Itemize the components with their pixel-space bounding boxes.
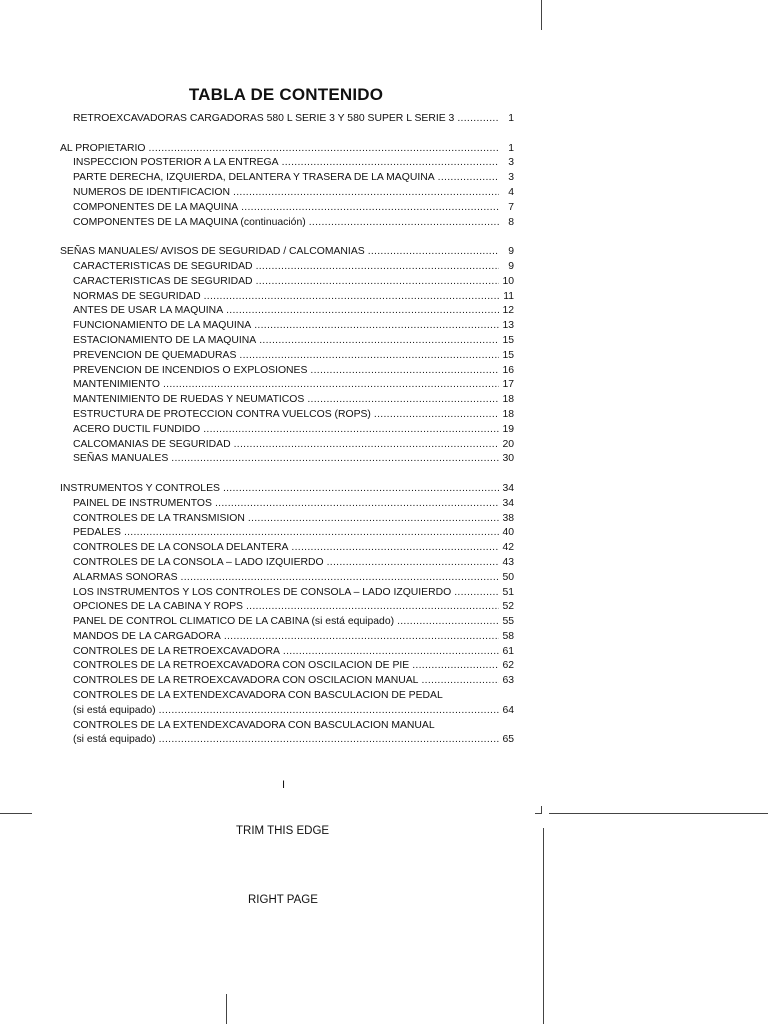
- toc-leader: [223, 482, 499, 497]
- toc-entry-page: 18: [502, 394, 514, 406]
- page-side-note: RIGHT PAGE: [248, 894, 318, 906]
- toc-leader: [374, 408, 499, 423]
- toc-leader: [307, 393, 499, 408]
- toc-entry-title: NUMEROS DE IDENTIFICACION: [73, 186, 231, 198]
- toc-entry-title: CONTROLES DE LA EXTENDEXCAVADORA CON BASCULACION MANUAL: [73, 719, 435, 731]
- toc-entry-title: PREVENCION DE INCENDIOS O EXPLOSIONES: [73, 364, 308, 376]
- toc-entry: [60, 541, 514, 556]
- page-folio: I: [282, 779, 286, 791]
- toc-entry-page: 55: [502, 616, 514, 628]
- toc-entry: [60, 615, 514, 630]
- toc-leader: [224, 630, 499, 645]
- toc-entry: [60, 512, 514, 527]
- toc-entry-page: 30: [502, 453, 514, 465]
- toc-entry-title: PREVENCION DE QUEMADURAS: [73, 349, 237, 361]
- toc-leader: [283, 645, 499, 660]
- toc-entry-page: 52: [502, 601, 514, 613]
- toc-entry: [60, 659, 514, 674]
- toc-entry-title: PAINEL DE INSTRUMENTOS: [73, 497, 212, 509]
- toc-entry: [60, 586, 514, 601]
- toc-entry: [60, 304, 514, 319]
- toc-entry-page: 58: [502, 630, 514, 642]
- toc-entry-page: 1: [508, 142, 514, 154]
- table-of-contents: [60, 112, 514, 748]
- toc-entry-title: INSTRUMENTOS Y CONTROLES: [60, 482, 220, 494]
- toc-entry-title: ANTES DE USAR LA MAQUINA: [73, 305, 224, 317]
- toc-entry-title: OPCIONES DE LA CABINA Y ROPS: [73, 601, 243, 613]
- toc-entry-page: 40: [502, 527, 514, 539]
- toc-entry-title: SEÑAS MANUALES/ AVISOS DE SEGURIDAD / CALCOMANIAS: [60, 246, 365, 258]
- toc-entry-page: 3: [508, 157, 514, 169]
- toc-entry: [60, 290, 514, 305]
- toc-entry: [60, 600, 514, 615]
- toc-leader: [233, 186, 499, 201]
- toc-entry: [60, 719, 514, 734]
- toc-entry-title: PANEL DE CONTROL CLIMATICO DE LA CABINA (si está equipado): [73, 616, 395, 628]
- toc-entry-page: 43: [502, 556, 514, 568]
- toc-leader: [124, 526, 499, 541]
- toc-leader: [248, 512, 499, 527]
- toc-entry-title: COMPONENTES DE LA MAQUINA (continuación): [73, 216, 306, 228]
- toc-entry: [60, 112, 514, 127]
- toc-leader: [309, 216, 499, 231]
- toc-entry-page: 62: [502, 660, 514, 672]
- toc-entry-title: CARACTERISTICAS DE SEGURIDAD: [73, 275, 253, 287]
- toc-entry-title: FUNCIONAMIENTO DE LA MAQUINA: [73, 320, 252, 332]
- toc-leader: [163, 378, 499, 393]
- toc-entry-page: 8: [508, 216, 514, 228]
- toc-entry-page: 4: [508, 186, 514, 198]
- toc-leader: [282, 156, 499, 171]
- toc-entry-title: AL PROPIETARIO: [60, 142, 146, 154]
- toc-entry: [60, 378, 514, 393]
- toc-entry: [60, 571, 514, 586]
- toc-entry: [60, 689, 514, 704]
- toc-entry-page: 34: [502, 482, 514, 494]
- toc-entry: [60, 171, 514, 186]
- toc-entry-page: 9: [508, 246, 514, 258]
- toc-entry-title: CARACTERISTICAS DE SEGURIDAD: [73, 260, 253, 272]
- toc-entry: [60, 201, 514, 216]
- toc-entry-page: 16: [502, 364, 514, 376]
- toc-entry: [60, 349, 514, 364]
- toc-leader: [457, 112, 499, 127]
- toc-entry-page: 11: [503, 290, 514, 302]
- toc-entry: [60, 260, 514, 275]
- toc-entry: [60, 526, 514, 541]
- toc-entry-title: (si está equipado): [73, 734, 156, 746]
- toc-entry: [60, 630, 514, 645]
- toc-entry-page: 15: [502, 349, 514, 361]
- toc-entry-page: 3: [508, 172, 514, 184]
- toc-leader: [291, 541, 499, 556]
- toc-leader: [438, 171, 499, 186]
- toc-leader: [246, 600, 499, 615]
- toc-entry: [60, 364, 514, 379]
- toc-entry: [60, 452, 514, 467]
- toc-entry: [60, 645, 514, 660]
- trim-edge-note: TRIM THIS EDGE: [236, 825, 330, 837]
- toc-entry: [60, 275, 514, 290]
- toc-entry-page: 17: [502, 379, 514, 391]
- toc-leader: [256, 260, 499, 275]
- toc-entry: [60, 393, 514, 408]
- toc-entry-title: CONTROLES DE LA RETROEXCAVADORA CON OSCILACION MANUAL: [73, 675, 419, 687]
- page-title: TABLA DE CONTENIDO: [188, 85, 384, 104]
- toc-leader: [397, 615, 499, 630]
- toc-leader: [159, 704, 499, 719]
- toc-leader: [412, 659, 499, 674]
- crop-mark-bottom-left: [226, 994, 227, 1024]
- toc-entry-title: INSPECCION POSTERIOR A LA ENTREGA: [73, 157, 279, 169]
- toc-entry-page: 15: [502, 334, 514, 346]
- toc-entry: [60, 334, 514, 349]
- crop-mark-left: [0, 813, 32, 814]
- toc-entry-page: 18: [502, 408, 514, 420]
- toc-entry-title: ESTACIONAMIENTO DE LA MAQUINA: [73, 334, 257, 346]
- toc-entry-title: MANTENIMIENTO: [73, 379, 160, 391]
- toc-entry: [60, 319, 514, 334]
- toc-leader: [241, 201, 499, 216]
- toc-leader: [226, 304, 499, 319]
- toc-entry-page: 34: [502, 497, 514, 509]
- toc-entry-page: 51: [502, 586, 514, 598]
- toc-entry-title: CONTROLES DE LA TRANSMISION: [73, 512, 245, 524]
- toc-leader: [171, 452, 499, 467]
- toc-section-heading: [60, 142, 514, 157]
- toc-entry-title: (si está equipado): [73, 704, 156, 716]
- toc-entry-page: 1: [508, 113, 514, 124]
- toc-entry-page: 9: [508, 260, 514, 272]
- toc-entry: [60, 156, 514, 171]
- toc-entry-title: CONTROLES DE LA CONSOLA DELANTERA: [73, 542, 289, 554]
- toc-leader: [148, 142, 499, 157]
- toc-entry-title: CONTROLES DE LA RETROEXCAVADORA CON OSCILACION DE PIE: [73, 660, 410, 672]
- toc-entry-page: 13: [502, 320, 514, 332]
- toc-entry-title: NORMAS DE SEGURIDAD: [73, 290, 201, 302]
- toc-leader: [454, 586, 499, 601]
- toc-entry: [60, 674, 514, 689]
- crop-mark-top: [541, 0, 542, 30]
- toc-leader: [159, 733, 499, 748]
- toc-entry: [60, 216, 514, 231]
- toc-leader: [203, 423, 499, 438]
- toc-entry: [60, 423, 514, 438]
- toc-entry: [60, 704, 514, 719]
- toc-entry-page: 19: [502, 423, 514, 435]
- toc-entry-page: 38: [502, 512, 514, 524]
- toc-entry-title: ALARMAS SONORAS: [73, 571, 178, 583]
- corner-mark-horizontal: [535, 813, 542, 814]
- toc-entry-title: CONTROLES DE LA EXTENDEXCAVADORA CON BASCULACION DE PEDAL: [73, 690, 443, 702]
- toc-entry: [60, 186, 514, 201]
- toc-leader: [256, 275, 499, 290]
- toc-entry-page: 12: [502, 305, 514, 317]
- toc-leader: [215, 497, 499, 512]
- toc-leader: [259, 334, 499, 349]
- toc-entry-title: COMPONENTES DE LA MAQUINA: [73, 201, 239, 213]
- toc-entry-page: 65: [502, 734, 514, 746]
- toc-entry-title: MANDOS DE LA CARGADORA: [73, 630, 221, 642]
- toc-leader: [327, 556, 499, 571]
- toc-entry: [60, 733, 514, 748]
- toc-entry-page: 7: [508, 201, 514, 213]
- toc-entry-title: ACERO DUCTIL FUNDIDO: [73, 423, 201, 435]
- toc-entry-page: 63: [502, 675, 514, 687]
- toc-entry-title: SEÑAS MANUALES: [73, 453, 169, 465]
- toc-entry-title: PARTE DERECHA, IZQUIERDA, DELANTERA Y TRASERA DE LA MAQUINA: [73, 172, 435, 184]
- toc-entry-title: CONTROLES DE LA RETROEXCAVADORA: [73, 645, 280, 657]
- toc-entry-page: 50: [502, 571, 514, 583]
- toc-leader: [368, 245, 499, 260]
- toc-entry: [60, 497, 514, 512]
- toc-entry-page: 42: [502, 542, 514, 554]
- toc-leader: [310, 364, 499, 379]
- toc-leader: [204, 290, 499, 305]
- toc-entry-title: RETROEXCAVADORAS CARGADORAS 580 L SERIE 3 Y 580 SUPER L SERIE 3: [73, 113, 455, 124]
- toc-section-heading: [60, 245, 514, 260]
- toc-leader: [234, 438, 499, 453]
- toc-entry-title: LOS INSTRUMENTOS Y LOS CONTROLES DE CONSOLA – LADO IZQUIERDO: [73, 586, 452, 598]
- crop-mark-right: [549, 813, 768, 814]
- toc-entry-title: CALCOMANIAS DE SEGURIDAD: [73, 438, 231, 450]
- toc-entry-title: MANTENIMIENTO DE RUEDAS Y NEUMATICOS: [73, 394, 305, 406]
- toc-entry-page: 61: [502, 645, 514, 657]
- toc-entry-page: 64: [502, 704, 514, 716]
- toc-entry-title: CONTROLES DE LA CONSOLA – LADO IZQUIERDO: [73, 556, 324, 568]
- toc-entry: [60, 556, 514, 571]
- toc-leader: [239, 349, 499, 364]
- toc-entry-title: PEDALES: [73, 527, 121, 539]
- toc-entry-page: 10: [502, 275, 514, 287]
- toc-leader: [181, 571, 499, 586]
- toc-entry-title: ESTRUCTURA DE PROTECCION CONTRA VUELCOS (ROPS): [73, 408, 371, 420]
- toc-entry-page: 20: [502, 438, 514, 450]
- toc-entry: [60, 408, 514, 423]
- toc-section-heading: [60, 482, 514, 497]
- toc-entry: [60, 438, 514, 453]
- crop-mark-bottom-right: [543, 828, 544, 1024]
- toc-leader: [254, 319, 499, 334]
- toc-leader: [421, 674, 499, 689]
